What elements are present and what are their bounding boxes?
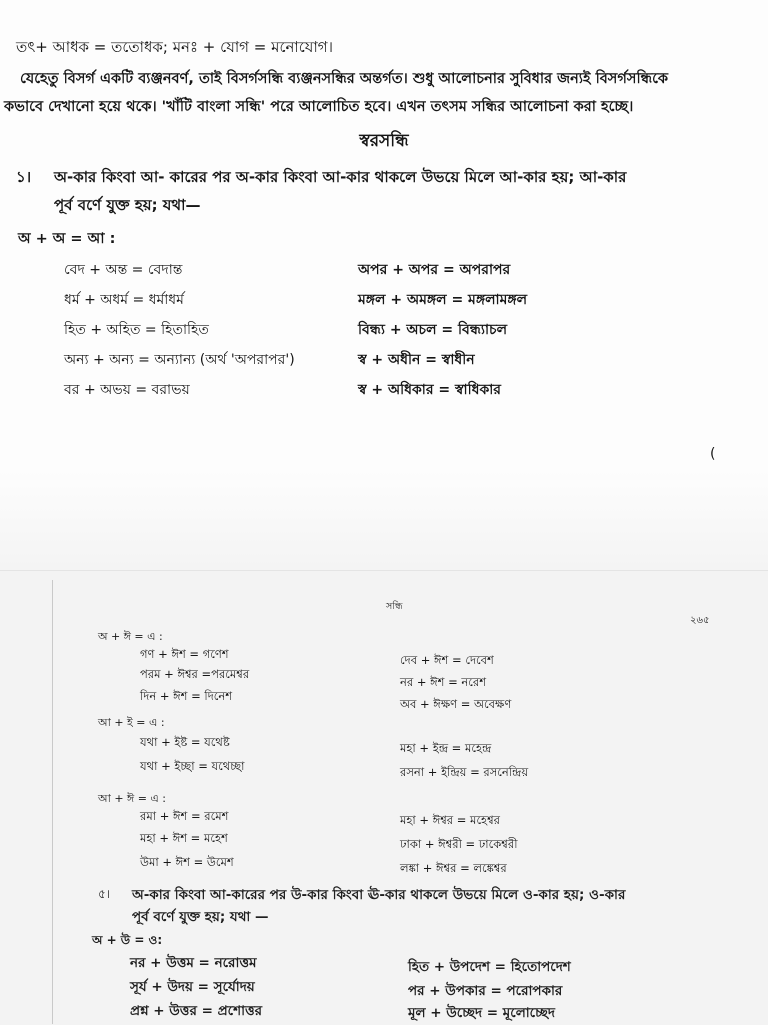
rule-5-line-2: পূর্ব বর্ণে যুক্ত হয়; যথা — [132, 909, 269, 925]
rule-5-line-1: অ-কার কিংবা আ-কারের পর উ-কার কিংবা ঊ-কার থাকলে উভয়ে মিলে ও-কার হয়; ও-কার [132, 887, 626, 903]
example-left-5: বর + অভয় = বরাভয় [64, 382, 190, 398]
group-3-left-2: মহা + ঈশ = মহেশ [140, 831, 228, 845]
group-2-right-2: রসনা + ইন্দ্রিয় = রসনেন্দ্রিয় [400, 765, 529, 779]
group-4-left-2: সূর্য + উদয় = সূর্যোদয় [130, 979, 255, 995]
example-right-2: মঙ্গল + অমঙ্গল = মঙ্গলামঙ্গল [358, 292, 528, 308]
group-1-right-2: নর + ঈশ = নরেশ [400, 675, 487, 689]
page-gap [0, 470, 768, 570]
group-1-right-3: অব + ঈক্ষণ = অবেক্ষণ [400, 697, 512, 711]
example-left-1: বেদ + অন্ত = বেদান্ত [64, 262, 183, 278]
group-1-left-2: পরম + ঈশ্বর =পরমেশ্বর [140, 667, 250, 681]
rule-1-number: ১। [16, 168, 32, 186]
rule-1-line-1 [16, 166, 626, 191]
example-subhead: অ + অ = আ : [18, 231, 116, 247]
group-4-right-1: হিত + উপদেশ = হিতোপদেশ [408, 959, 571, 975]
example-left-3: হিত + অহিত = হিতাহিত [64, 322, 209, 338]
group-4-left-3: প্রশ্ন + উত্তর = প্রশোত্তর [130, 1003, 263, 1019]
paragraph-line-1: যেহেতু বিসর্গ একটি ব্যঞ্জনবর্ণ, তাই বিসর্গসন্ধি ব্যঞ্জনসন্ধির অন্তর্গত। শুধু আলোচনার সুবিধার জন্যই বিসর্গসন্ধিকে [20, 71, 669, 87]
group-1-left-3: দিন + ঈশ = দিনেশ [140, 689, 233, 703]
group-3-subhead: আ + ঈ = এ : [98, 792, 167, 805]
group-3-left-3: উমা + ঈশ = উমেশ [140, 855, 234, 869]
group-3-right-2: ঢাকা + ঈশ্বরী = ঢাকেশ্বরী [400, 837, 518, 851]
example-right-1: অপর + অপর = অপরাপর [358, 262, 511, 278]
group-2-right-1: মহা + ইন্দ্র = মহেন্দ্র [400, 741, 492, 755]
group-4-right-2: পর + উপকার = পরোপকার [408, 983, 563, 999]
margin-rule [52, 580, 53, 1024]
example-right-3: বিন্ধ্য + অচল = বিন্ধ্যাচল [358, 322, 508, 338]
rule-1-text: অ-কার কিংবা আ- কারের পর অ-কার কিংবা আ-কার থাকলে উভয়ে মিলে আ-কার হয়; আ-কার [54, 168, 627, 186]
paragraph-line-2: কভাবে দেখানো হয়ে থকে। 'খাঁটি বাংলা সন্ধি' পরে আলোচিত হবে। এখন তৎসম সন্ধির আলোচনা করা হচ্ছে। [4, 99, 634, 115]
group-1-subhead: অ + ঈ = এ : [98, 630, 163, 643]
group-1-left-1: গণ + ঈশ = গণেশ [140, 647, 229, 661]
group-2-left-1: যথা + ইষ্ট = যথেষ্ট [140, 735, 230, 749]
group-4-subhead: অ + উ = ও: [92, 933, 163, 947]
example-left-2: ধর্ম + অধর্ম = ধর্মাধর্ম [64, 292, 184, 308]
group-4-right-3: মূল + উচ্ছেদ = মূলোচ্ছেদ [408, 1005, 555, 1021]
group-1-right-1: দেব + ঈশ = দেবেশ [400, 653, 494, 667]
section-heading: স্বরসন্ধি [359, 131, 409, 151]
group-3-left-1: রমা + ঈশ = রমেশ [140, 809, 229, 823]
rule-5-number: ৫। [98, 887, 111, 901]
page-number: ২৬৫ [690, 615, 710, 626]
margin-mark: ( [710, 446, 716, 462]
group-4-left-1: নর + উত্তম = নরোত্তম [130, 955, 257, 971]
example-right-4: স্ব + অধীন = স্বাধীন [358, 352, 475, 368]
group-3-right-3: লঙ্কা + ঈশ্বর = লঙ্কেশ্বর [400, 861, 507, 875]
intro-line: তৎ+ আধক = ততোধক; মনঃ + যোগ = মনোযোগ। [16, 38, 333, 56]
example-right-5: স্ব + অধিকার = স্বাধিকার [358, 382, 501, 398]
group-3-right-1: মহা + ঈশ্বর = মহেশ্বর [400, 813, 500, 827]
group-2-subhead: আ + ই = এ : [98, 716, 165, 729]
rule-1-line-2: পূর্ব বর্ণে যুক্ত হয়; যথা— [54, 196, 201, 214]
running-head: সন্ধি [386, 601, 403, 612]
group-2-left-2: যথা + ইচ্ছা = যথেচ্ছা [140, 759, 245, 773]
example-left-4: অন্য + অন্য = অন্যান্য (অর্থ 'অপরাপর') [64, 352, 295, 368]
